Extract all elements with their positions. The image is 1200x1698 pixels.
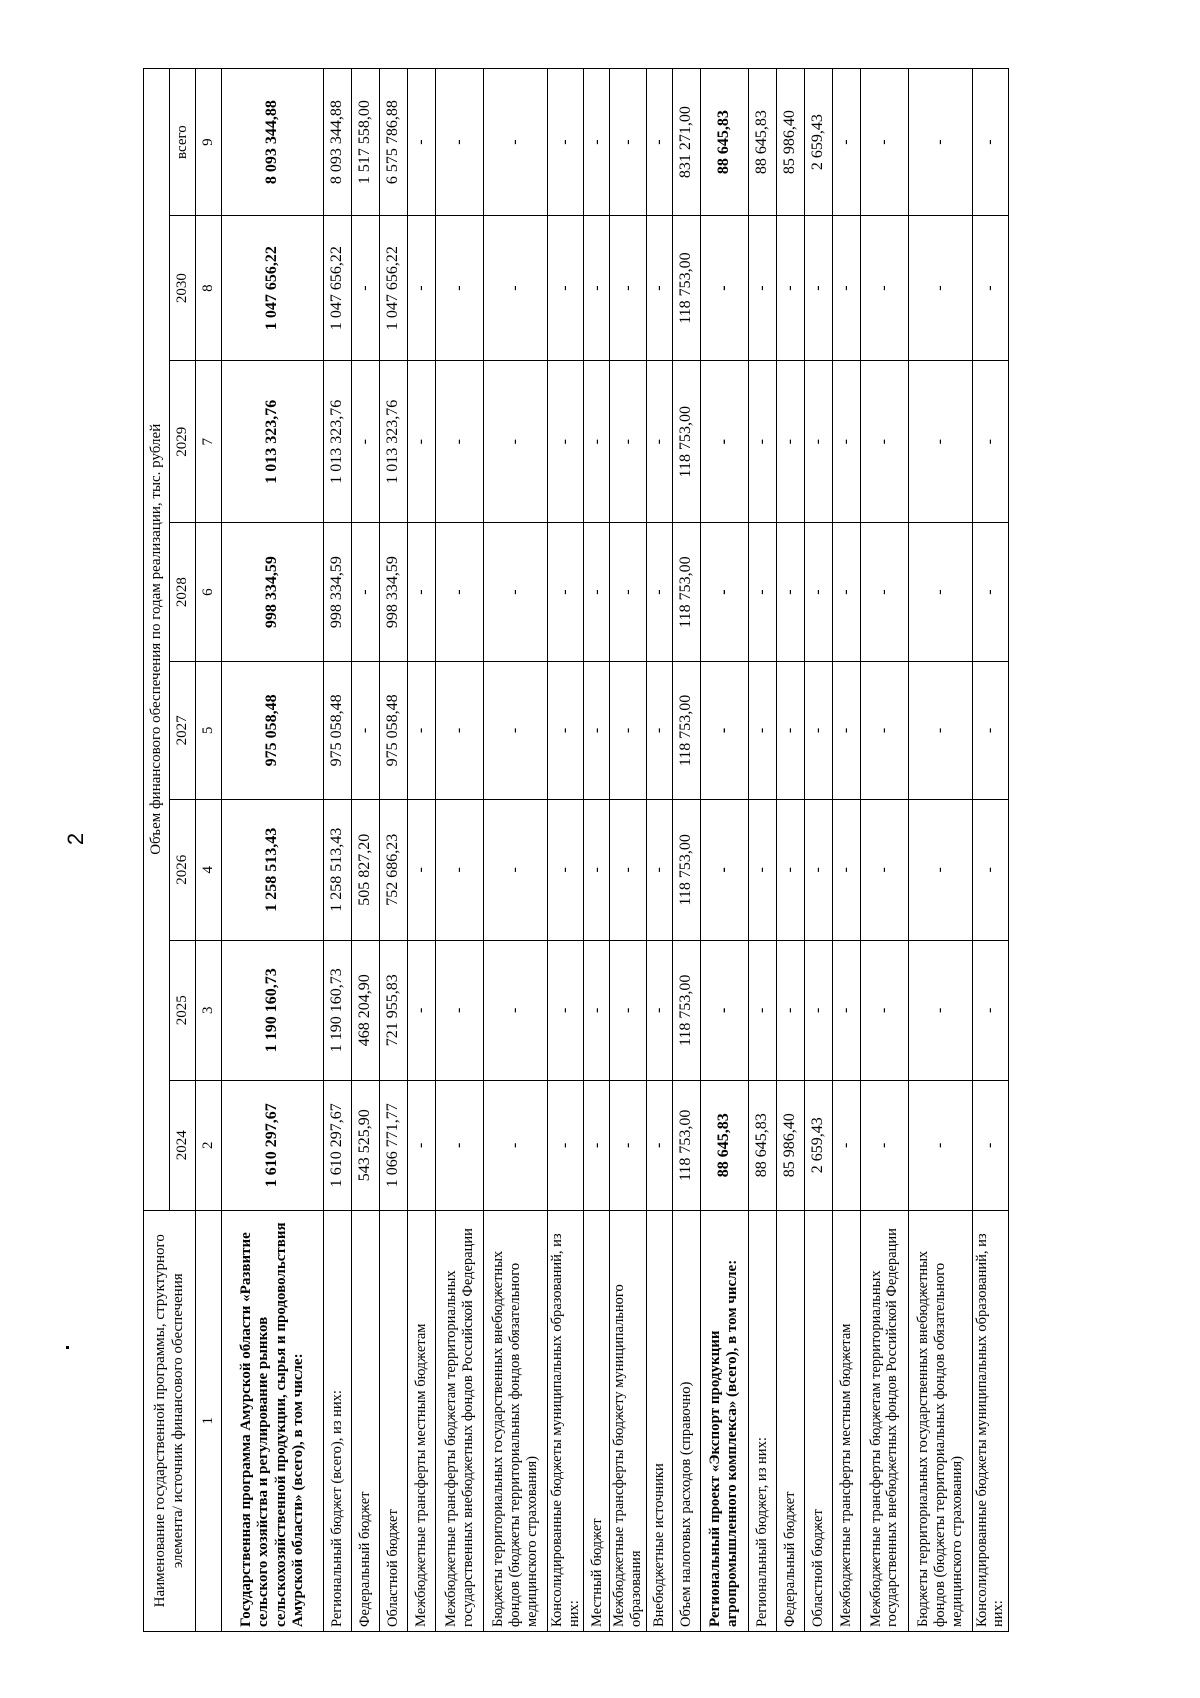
row-value: -	[548, 940, 584, 1080]
header-index-3: 4	[196, 800, 222, 940]
header-index-2: 3	[196, 940, 222, 1080]
row-value: 1 610 297,67	[222, 1081, 324, 1211]
row-value: -	[548, 661, 584, 799]
header-year-7: всего	[170, 69, 196, 216]
row-value: -	[748, 661, 776, 799]
table-row	[408, 69, 436, 1632]
row-value: -	[352, 523, 380, 661]
row-value: -	[610, 361, 646, 523]
row-value: -	[548, 69, 584, 216]
row-value: -	[408, 69, 436, 216]
row-value: 1 013 323,76	[380, 361, 408, 523]
row-value: -	[584, 800, 610, 940]
header-index-8: 9	[196, 69, 222, 216]
row-value: -	[548, 1081, 584, 1211]
scan-speck	[66, 1346, 69, 1349]
row-name: Местный бюджет	[584, 1210, 610, 1631]
row-value: 8 093 344,88	[324, 69, 352, 216]
row-value: -	[860, 800, 908, 940]
row-value: -	[646, 216, 672, 361]
row-value: -	[972, 940, 1008, 1080]
row-value: -	[908, 661, 972, 799]
row-name: Федеральный бюджет	[776, 1210, 804, 1631]
row-value: -	[748, 216, 776, 361]
table-row	[436, 69, 484, 1632]
row-value: -	[484, 1081, 548, 1211]
row-value: -	[972, 661, 1008, 799]
header-year-5: 2029	[170, 361, 196, 523]
row-value: -	[408, 1081, 436, 1211]
table-row	[972, 69, 1008, 1632]
row-value: 88 645,83	[748, 1081, 776, 1211]
row-value: -	[804, 216, 832, 361]
table-row	[748, 69, 776, 1632]
row-value: -	[610, 940, 646, 1080]
row-value: -	[436, 1081, 484, 1211]
row-value: -	[408, 661, 436, 799]
row-value: -	[646, 361, 672, 523]
row-value: -	[832, 661, 860, 799]
row-name: Объем налоговых расходов (справочно)	[672, 1210, 700, 1631]
row-value: -	[484, 800, 548, 940]
row-name: Межбюджетные трансферты бюджету муниципального образования	[610, 1210, 646, 1631]
row-value: -	[972, 216, 1008, 361]
row-value: -	[776, 216, 804, 361]
row-value: -	[700, 940, 748, 1080]
table-row	[584, 69, 610, 1632]
row-value: -	[584, 1081, 610, 1211]
row-value: 975 058,48	[380, 661, 408, 799]
row-value: -	[484, 361, 548, 523]
table-row	[380, 69, 408, 1632]
table-row	[222, 69, 324, 1632]
row-value: -	[548, 800, 584, 940]
row-value: -	[860, 940, 908, 1080]
table-row	[860, 69, 908, 1632]
row-value: 85 986,40	[776, 69, 804, 216]
row-name: Областной бюджет	[804, 1210, 832, 1631]
row-name: Федеральный бюджет	[352, 1210, 380, 1631]
row-value: -	[832, 800, 860, 940]
row-value: -	[610, 661, 646, 799]
row-value: -	[908, 1081, 972, 1211]
row-value: -	[646, 800, 672, 940]
row-value: -	[832, 523, 860, 661]
row-value: 1 013 323,76	[324, 361, 352, 523]
row-value: 1 190 160,73	[324, 940, 352, 1080]
row-value: -	[908, 69, 972, 216]
row-value: -	[700, 361, 748, 523]
header-index-1: 2	[196, 1081, 222, 1211]
row-value: -	[548, 523, 584, 661]
row-value: -	[776, 523, 804, 661]
header-year-4: 2028	[170, 523, 196, 661]
row-value: -	[832, 361, 860, 523]
header-index-4: 5	[196, 661, 222, 799]
row-value: -	[908, 361, 972, 523]
row-value: -	[436, 69, 484, 216]
row-value: 998 334,59	[324, 523, 352, 661]
row-name: Региональный проект «Экспорт продукции агропромышленного комплекса» (всего), в том числе:	[700, 1210, 748, 1631]
row-value: -	[408, 361, 436, 523]
row-name: Консолидированные бюджеты муниципальных образований, из них:	[548, 1210, 584, 1631]
table-row	[610, 69, 646, 1632]
row-value: -	[832, 69, 860, 216]
row-value: -	[972, 69, 1008, 216]
row-name: Консолидированные бюджеты муниципальных образований, из них:	[972, 1210, 1008, 1631]
row-value: 118 753,00	[672, 216, 700, 361]
row-value: 752 686,23	[380, 800, 408, 940]
row-value: 1 013 323,76	[222, 361, 324, 523]
table-row	[776, 69, 804, 1632]
row-value: -	[646, 523, 672, 661]
row-value: -	[832, 940, 860, 1080]
row-value: 543 525,90	[352, 1081, 380, 1211]
row-value: -	[646, 69, 672, 216]
row-value: 998 334,59	[222, 523, 324, 661]
row-value: -	[748, 361, 776, 523]
rotated-table-wrapper	[143, 68, 1143, 1632]
row-value: 468 204,90	[352, 940, 380, 1080]
row-value: -	[776, 361, 804, 523]
row-value: -	[610, 523, 646, 661]
row-value: -	[436, 361, 484, 523]
row-value: 1 047 656,22	[222, 216, 324, 361]
row-value: -	[776, 940, 804, 1080]
row-value: -	[436, 216, 484, 361]
row-name: Бюджеты территориальных государственных внебюджетных фондов (бюджеты территориальных фондов обязательного медицинского страхования)	[484, 1210, 548, 1631]
row-value: -	[436, 800, 484, 940]
row-value: -	[748, 523, 776, 661]
row-value: 831 271,00	[672, 69, 700, 216]
header-index-5: 6	[196, 523, 222, 661]
row-value: 8 093 344,88	[222, 69, 324, 216]
header-name-column: Наименование государственной программы, структурного элемента/ источник финансового обеспечения	[144, 1210, 196, 1631]
row-value: -	[908, 523, 972, 661]
table-row	[324, 69, 352, 1632]
row-name: Межбюджетные трансферты местным бюджетам	[408, 1210, 436, 1631]
row-value: -	[804, 800, 832, 940]
row-name: Межбюджетные трансферты бюджетам территориальных государственных внебюджетных фондов Российской Федерации	[860, 1210, 908, 1631]
header-year-3: 2027	[170, 661, 196, 799]
row-name: Государственная программа Амурской области «Развитие сельского хозяйства и регулирование рынков сельскохозяйственной продукции, сырья и продовольствия Амурской области» (всего), в том числе:	[222, 1210, 324, 1631]
header-year-2: 2026	[170, 800, 196, 940]
row-value: -	[972, 361, 1008, 523]
table-row	[646, 69, 672, 1632]
row-value: -	[804, 361, 832, 523]
row-value: 505 827,20	[352, 800, 380, 940]
row-value: -	[804, 940, 832, 1080]
row-value: -	[408, 523, 436, 661]
row-value: 85 986,40	[776, 1081, 804, 1211]
row-value: -	[436, 940, 484, 1080]
header-index-7: 8	[196, 216, 222, 361]
row-value: -	[408, 800, 436, 940]
row-name: Региональный бюджет, из них:	[748, 1210, 776, 1631]
header-year-1: 2025	[170, 940, 196, 1080]
row-value: 88 645,83	[700, 1081, 748, 1211]
row-value: -	[584, 523, 610, 661]
row-value: -	[700, 661, 748, 799]
row-value: 1 610 297,67	[324, 1081, 352, 1211]
row-name: Областной бюджет	[380, 1210, 408, 1631]
row-value: 118 753,00	[672, 523, 700, 661]
row-value: 2 659,43	[804, 69, 832, 216]
row-name: Межбюджетные трансферты бюджетам территориальных государственных внебюджетных фондов Российской Федерации	[436, 1210, 484, 1631]
row-value: 118 753,00	[672, 1081, 700, 1211]
row-value: -	[908, 800, 972, 940]
row-value: -	[584, 69, 610, 216]
row-value: -	[908, 940, 972, 1080]
row-value: 975 058,48	[222, 661, 324, 799]
row-value: -	[776, 661, 804, 799]
row-value: -	[584, 361, 610, 523]
financing-table	[143, 68, 1009, 1632]
header-year-0: 2024	[170, 1081, 196, 1211]
row-value: -	[748, 940, 776, 1080]
row-value: 1 047 656,22	[380, 216, 408, 361]
row-value: 1 517 558,00	[352, 69, 380, 216]
row-value: 88 645,83	[748, 69, 776, 216]
row-value: -	[584, 216, 610, 361]
row-value: -	[610, 800, 646, 940]
row-value: -	[700, 800, 748, 940]
row-name: Межбюджетные трансферты местным бюджетам	[832, 1210, 860, 1631]
row-value: -	[408, 216, 436, 361]
row-value: 118 753,00	[672, 940, 700, 1080]
row-name: Бюджеты территориальных государственных внебюджетных фондов (бюджеты территориальных фондов обязательного медицинского страхования)	[908, 1210, 972, 1631]
table-row	[548, 69, 584, 1632]
row-value: -	[860, 216, 908, 361]
row-value: -	[484, 69, 548, 216]
row-value: -	[610, 216, 646, 361]
row-value: -	[548, 361, 584, 523]
row-value: -	[860, 661, 908, 799]
row-value: -	[484, 523, 548, 661]
row-value: -	[436, 661, 484, 799]
page-number: 2	[63, 832, 89, 846]
header-index-0: 1	[196, 1210, 222, 1631]
row-value: 1 258 513,43	[222, 800, 324, 940]
row-value: 721 955,83	[380, 940, 408, 1080]
row-value: -	[908, 216, 972, 361]
row-value: -	[646, 661, 672, 799]
row-value: -	[832, 216, 860, 361]
row-value: -	[352, 661, 380, 799]
table-row	[908, 69, 972, 1632]
row-value: -	[860, 523, 908, 661]
row-name: Внебюджетные источники	[646, 1210, 672, 1631]
row-value: 118 753,00	[672, 361, 700, 523]
table-row	[832, 69, 860, 1632]
row-value: -	[484, 216, 548, 361]
row-value: -	[860, 69, 908, 216]
row-value: -	[748, 800, 776, 940]
row-value: 1 258 513,43	[324, 800, 352, 940]
row-value: -	[548, 216, 584, 361]
row-value: -	[484, 661, 548, 799]
row-value: -	[484, 940, 548, 1080]
row-value: -	[610, 69, 646, 216]
row-value: -	[610, 1081, 646, 1211]
row-value: -	[646, 1081, 672, 1211]
row-value: 1 190 160,73	[222, 940, 324, 1080]
table-row	[804, 69, 832, 1632]
row-value: 118 753,00	[672, 661, 700, 799]
row-value: 1 066 771,77	[380, 1081, 408, 1211]
row-value: -	[646, 940, 672, 1080]
row-value: -	[352, 361, 380, 523]
row-value: -	[436, 523, 484, 661]
row-value: -	[584, 661, 610, 799]
row-value: -	[408, 940, 436, 1080]
header-year-6: 2030	[170, 216, 196, 361]
row-value: -	[700, 216, 748, 361]
row-value: -	[804, 523, 832, 661]
row-value: -	[776, 800, 804, 940]
row-value: 1 047 656,22	[324, 216, 352, 361]
table-row	[700, 69, 748, 1632]
row-value: -	[860, 1081, 908, 1211]
row-value: 2 659,43	[804, 1081, 832, 1211]
row-value: -	[804, 661, 832, 799]
table-row	[484, 69, 548, 1632]
row-value: -	[972, 1081, 1008, 1211]
row-value: 118 753,00	[672, 800, 700, 940]
row-value: -	[972, 800, 1008, 940]
row-value: -	[832, 1081, 860, 1211]
row-value: 88 645,83	[700, 69, 748, 216]
header-index-6: 7	[196, 361, 222, 523]
row-value: -	[860, 361, 908, 523]
row-value: -	[972, 523, 1008, 661]
header-financing-group: Объем финансового обеспечения по годам реализации, тыс. рублей	[144, 69, 170, 1211]
table-row	[672, 69, 700, 1632]
row-value: -	[352, 216, 380, 361]
row-value: -	[700, 523, 748, 661]
row-value: 6 575 786,88	[380, 69, 408, 216]
row-name: Региональный бюджет (всего), из них:	[324, 1210, 352, 1631]
row-value: 975 058,48	[324, 661, 352, 799]
row-value: 998 334,59	[380, 523, 408, 661]
table-row	[352, 69, 380, 1632]
row-value: -	[584, 940, 610, 1080]
